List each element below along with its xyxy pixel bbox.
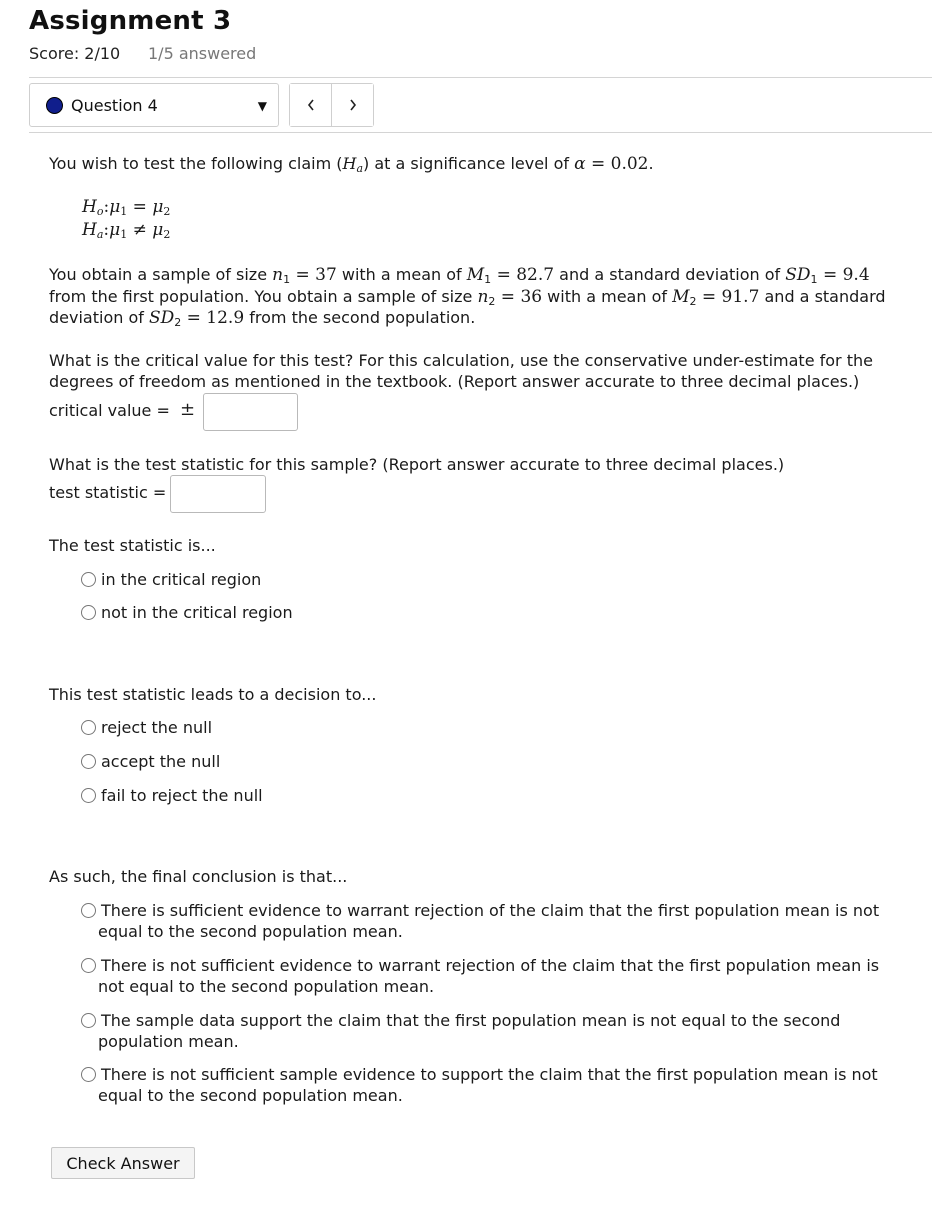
radio-button[interactable] [81, 754, 96, 769]
decision-option[interactable] [81, 785, 263, 806]
conclusion-option[interactable] [81, 1064, 878, 1106]
sample-line-1: You obtain a sample of size $n_1 = 37$ with a mean of $M_1 = 82.7$ and a standard deviation of $SD_1 = 9.4$ [49, 265, 870, 286]
conclusion-option-label: There is not sufficient evidence to warrant rejection of the claim that the first population mean is not equal to the second population mean. [98, 956, 880, 996]
next-question-button[interactable] [331, 84, 373, 126]
radio-button[interactable] [81, 720, 96, 735]
sample-line-2: from the first population. You obtain a sample of size $n_2 = 36$ with a mean of $M_2 = 91.7$ and a standard [49, 287, 886, 308]
conclusion-option[interactable] [81, 900, 879, 942]
conclusion-option-label: The sample data support the claim that the first population mean is not equal to the second population mean. [98, 1011, 841, 1051]
radio-button[interactable] [81, 788, 96, 803]
region-option[interactable] [81, 569, 261, 590]
page-title: Assignment 3 [29, 6, 232, 36]
critical-question-line-1: What is the critical value for this test? For this calculation, use the conservative under-estimate for the [49, 351, 873, 370]
sample-line-3: deviation of $SD_2 = 12.9$ from the second population. [49, 308, 476, 329]
decision-option-label: fail to reject the null [101, 786, 263, 805]
conclusion-prompt: As such, the final conclusion is that... [49, 867, 348, 886]
test-statistic-question: What is the test statistic for this sample? (Report answer accurate to three decimal places.) [49, 455, 785, 474]
question-status-dot-icon [46, 97, 63, 114]
question-selector[interactable] [29, 83, 279, 127]
chevron-left-icon [306, 98, 316, 112]
question-selector-label: Question 4 [71, 95, 158, 115]
decision-option-label: reject the null [101, 718, 213, 737]
question-nav [289, 83, 374, 127]
radio-button[interactable] [81, 605, 96, 620]
region-option-label: in the critical region [101, 570, 262, 589]
alternative-hypothesis: $H_a:\mu_1 \ne \mu_2$ [82, 220, 171, 241]
previous-question-button[interactable] [290, 84, 331, 126]
conclusion-option-label: There is sufficient evidence to warrant rejection of the claim that the first population mean is not equal to the second population mean. [98, 901, 880, 941]
conclusion-option[interactable] [81, 1010, 840, 1052]
plus-minus-symbol: ± [180, 399, 196, 420]
decision-option-label: accept the null [101, 752, 221, 771]
score-text: Score: 2/10 [29, 44, 121, 63]
chevron-down-icon: ▼ [257, 99, 267, 113]
radio-button[interactable] [81, 903, 96, 918]
decision-option[interactable] [81, 751, 220, 772]
radio-button[interactable] [81, 1013, 96, 1028]
region-option-label: not in the critical region [101, 603, 293, 622]
region-prompt: The test statistic is... [49, 536, 216, 555]
conclusion-option[interactable] [81, 955, 879, 997]
test-statistic-label: test statistic = [49, 483, 167, 502]
check-answer-button[interactable]: Check Answer [51, 1147, 195, 1179]
critical-question-line-2: degrees of freedom as mentioned in the textbook. (Report answer accurate to three decimal places.) [49, 372, 860, 391]
critical-value-input[interactable] [203, 393, 298, 431]
header-divider [29, 77, 932, 78]
radio-button[interactable] [81, 1067, 96, 1082]
test-statistic-input[interactable] [170, 475, 266, 513]
region-option[interactable] [81, 602, 293, 623]
claim-intro: You wish to test the following claim $(H_a)$ at a significance level of α = 0.02. [49, 154, 654, 175]
chevron-right-icon [348, 98, 358, 112]
answered-count: 1/5 answered [148, 44, 257, 63]
conclusion-option-label: There is not sufficient sample evidence to support the claim that the first population mean is not equal to the second population mean. [98, 1065, 878, 1105]
decision-prompt: This test statistic leads to a decision to... [49, 685, 377, 704]
decision-option[interactable] [81, 717, 212, 738]
radio-button[interactable] [81, 958, 96, 973]
critical-value-label: critical value = [49, 401, 170, 420]
nav-divider [29, 132, 932, 133]
radio-button[interactable] [81, 572, 96, 587]
null-hypothesis: $H_o:\mu_1 = \mu_2$ [82, 197, 171, 218]
